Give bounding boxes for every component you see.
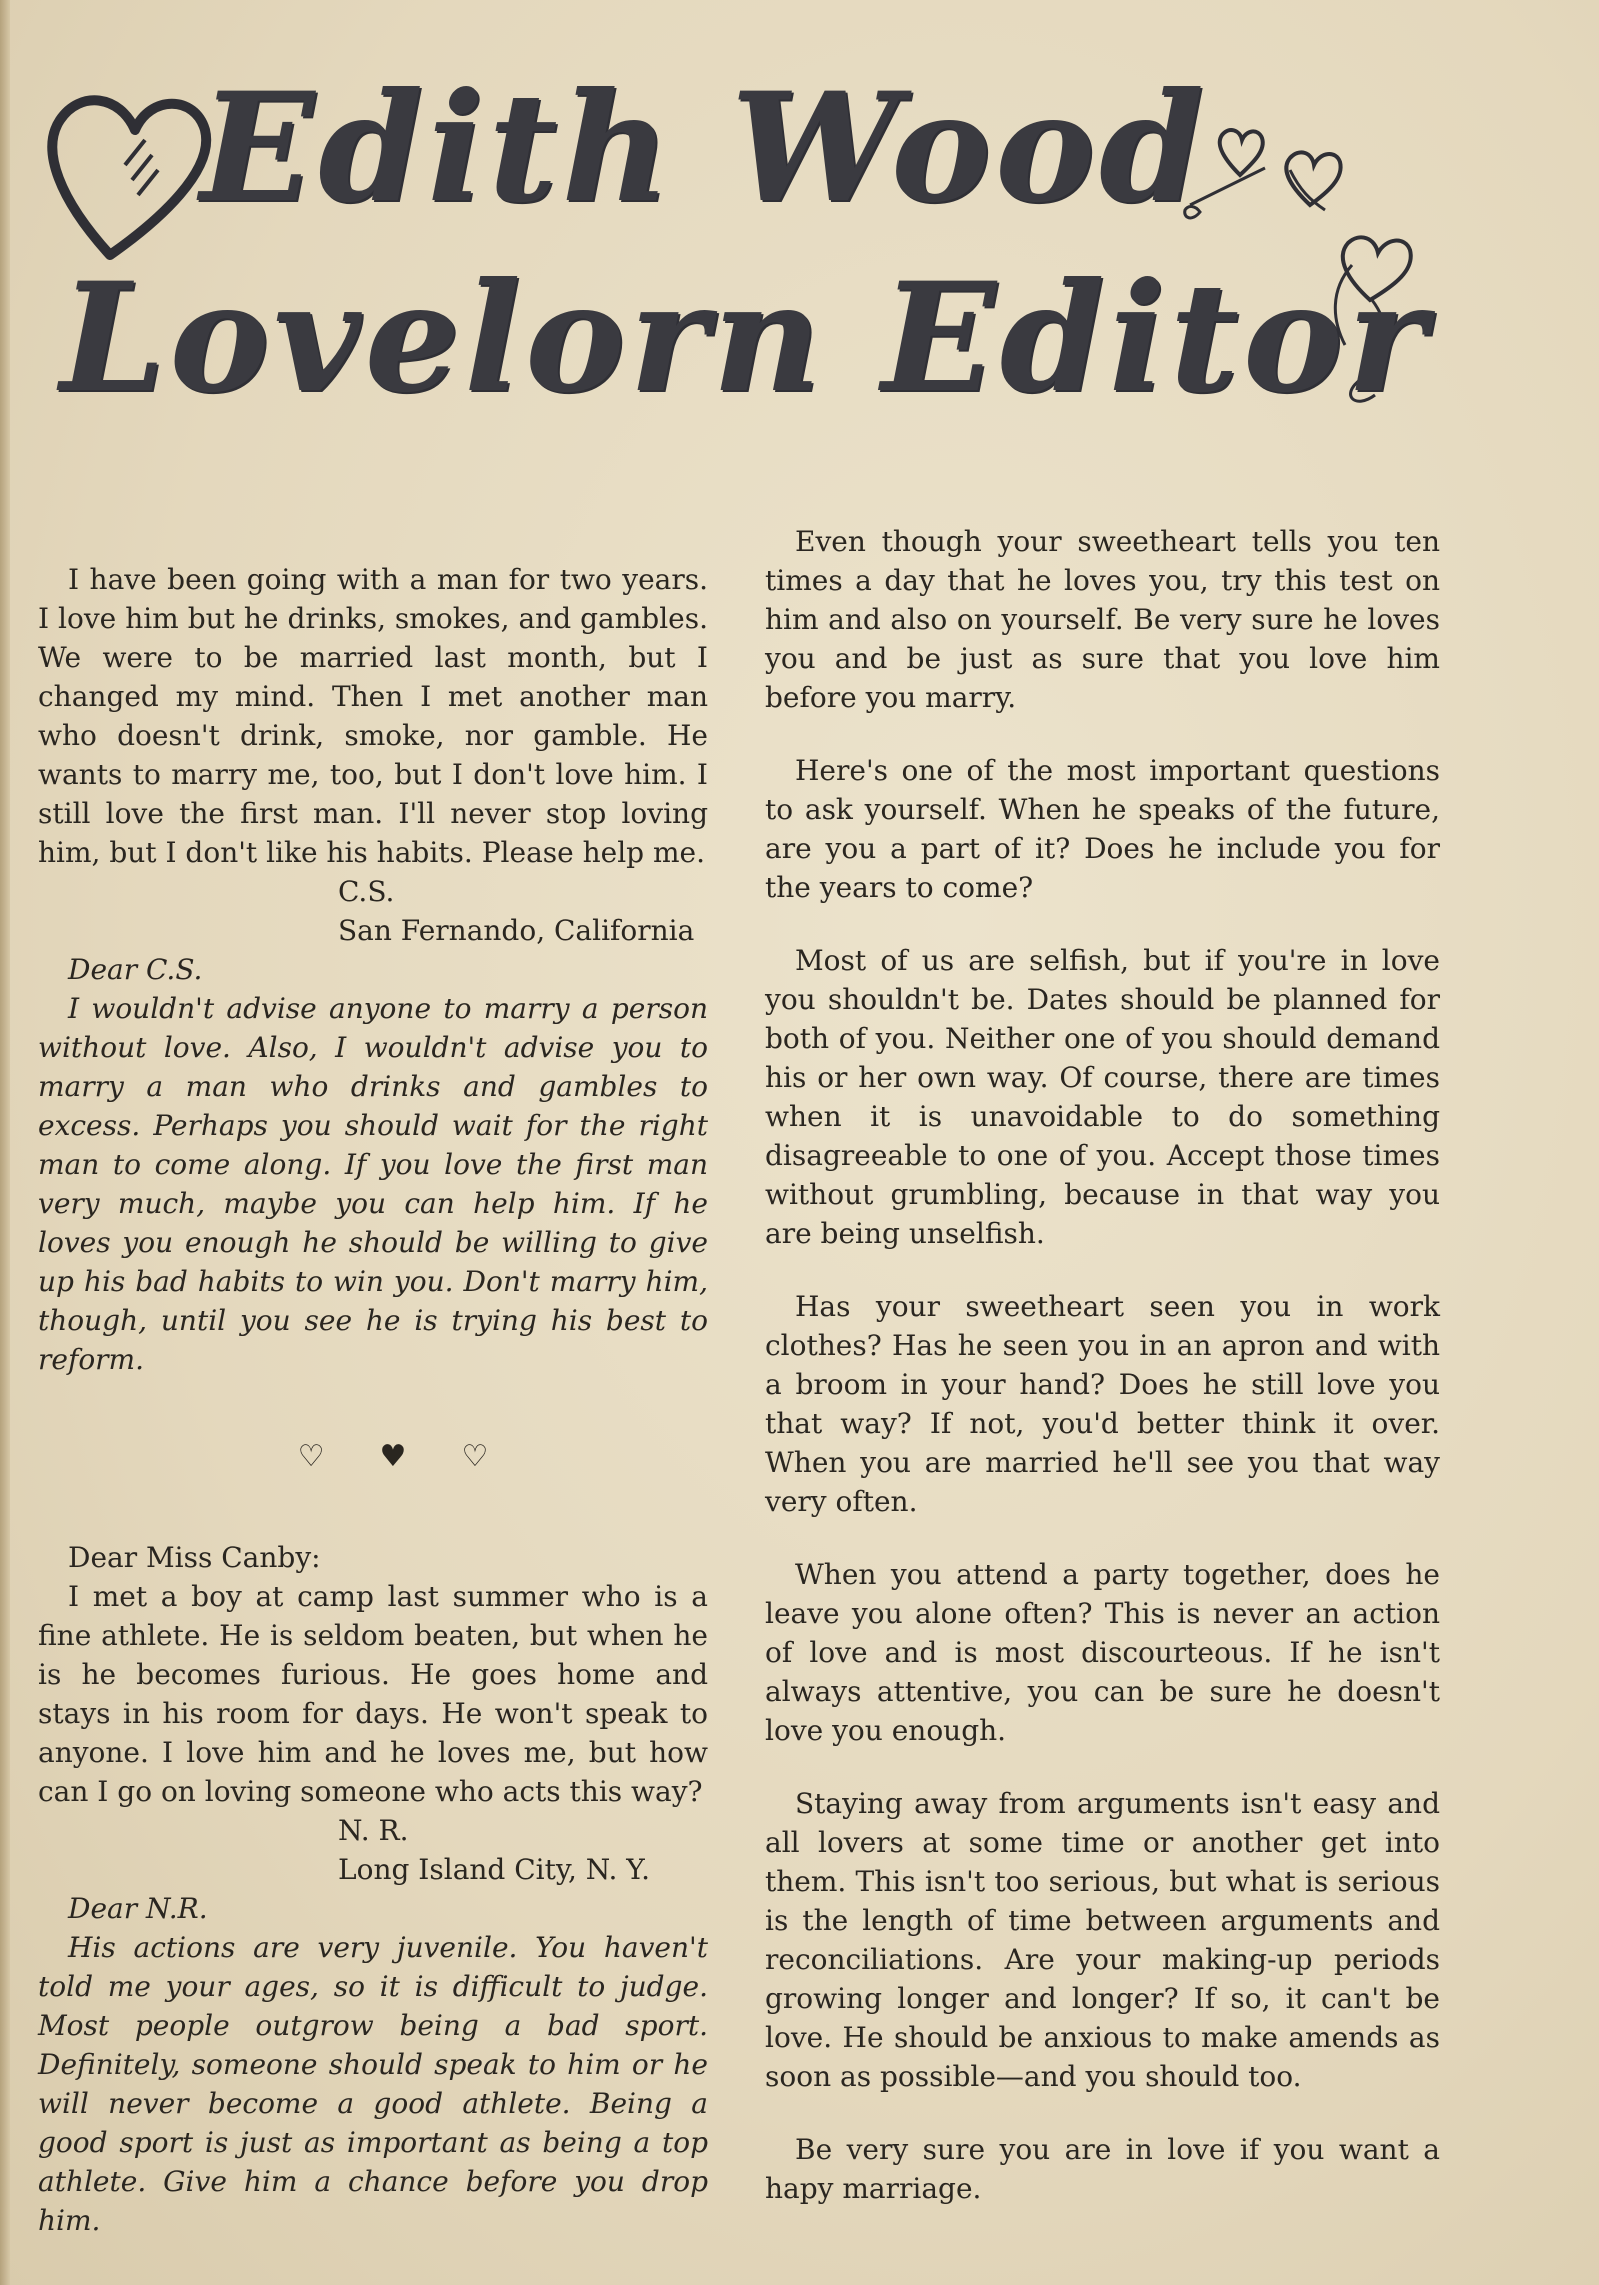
article-paragraph: Staying away from arguments isn't easy and all lovers at some time or another get into them. This isn't too serious, but what is serious is the length of time between arguments and reconciliations. Are your making-up periods growing longer and longer? If so, it can't be love. He should be anxious to make amends as soon as possible—and you should too. [765,1787,1440,2093]
letter-2-initials: N. R. [338,1814,409,1847]
article-paragraph: When you attend a party together, does he leave you alone often? This is never an action of love and is most discourteous. If he isn't always attentive, you can be sure he doesn't love you enough. [765,1558,1440,1747]
letter-2-salutation: Dear Miss Canby: [68,1541,321,1574]
article-paragraph: Has your sweetheart seen you in work clothes? Has he seen you in an apron and with a broom in your hand? Does he still love you that way? If not, you'd better think it over. When you are married he'll see you that way very often. [765,1290,1440,1518]
heart-divider [38,1437,708,1476]
large-heart-icon [52,100,206,255]
article-paragraph: Even though your sweetheart tells you ten times a day that he loves you, try this test on him and also on yourself. Be very sure he loves you and be just as sure that you love him before you marry. [765,525,1440,714]
article-paragraph: Here's one of the most important questions to ask yourself. When he speaks of the future, are you a part of it? Does he include you for the years to come? [765,754,1440,904]
reply-1-salutation: Dear C.S. [68,953,203,986]
title-line-2: Lovelorn Editor [60,250,1431,426]
letter-1-body: I have been going with a man for two years. I love him but he drinks, smokes, and gambles. We were to be married last month, but I changed my mind. Then I met another man who doesn't drink, smoke, nor gamble. He wants to marry me, too, but I don't love him. I still love the first man. I'll never stop loving him, but I don't like his habits. Please help me. [38,563,708,869]
title-line-1: Edith Wood [200,60,1208,236]
letter-2-place: Long Island City, N. Y. [338,1853,651,1886]
article-paragraph: Most of us are selfish, but if you're in love you shouldn't be. Dates should be planned for both of you. Neither one of you should demand his or her own way. Of course, there are times when it is unavoidable to do something disagreeable to one of you. Accept those times without grumbling, because in that way you are being unselfish. [765,944,1440,1250]
filled-heart-icon: ♥ [379,1439,407,1474]
article-paragraph: Be very sure you are in love if you want a hapy marriage. [765,2133,1440,2205]
right-column [765,522,1440,2208]
outline-heart-icon: ♡ [297,1439,325,1474]
letter-1-initials: C.S. [338,875,395,908]
reply-1-body: I wouldn't advise anyone to marry a person without love. Also, I wouldn't advise you to marry a man who drinks and gambles to excess. Perhaps you should wait for the right man to come along. If you love the first man very much, maybe you can help him. If he loves you enough he should be willing to give up his bad habits to win you. Don't marry him, though, until you see he is trying his best to reform. [38,992,708,1376]
left-column [38,560,708,2240]
small-heart-icon [1220,130,1263,175]
reply-2-salutation: Dear N.R. [68,1892,208,1925]
letter-2-body: I met a boy at camp last summer who is a fine athlete. He is seldom beaten, but when he is he becomes furious. He goes home and stays in his room for days. He won't speak to anyone. I love him and he loves me, but how can I go on loving someone who acts this way? [38,1580,708,1808]
reply-2-body: His actions are very juvenile. You haven't told me your ages, so it is difficult to judge. Most people outgrow being a bad sport. Definitely, someone should speak to him or he will never become a good athlete. Being a good sport is just as important as being a top athlete. Give him a chance before you drop him. [38,1931,708,2237]
letter-1-place: San Fernando, California [338,914,695,947]
outline-heart-icon: ♡ [461,1439,489,1474]
header [0,0,1599,500]
